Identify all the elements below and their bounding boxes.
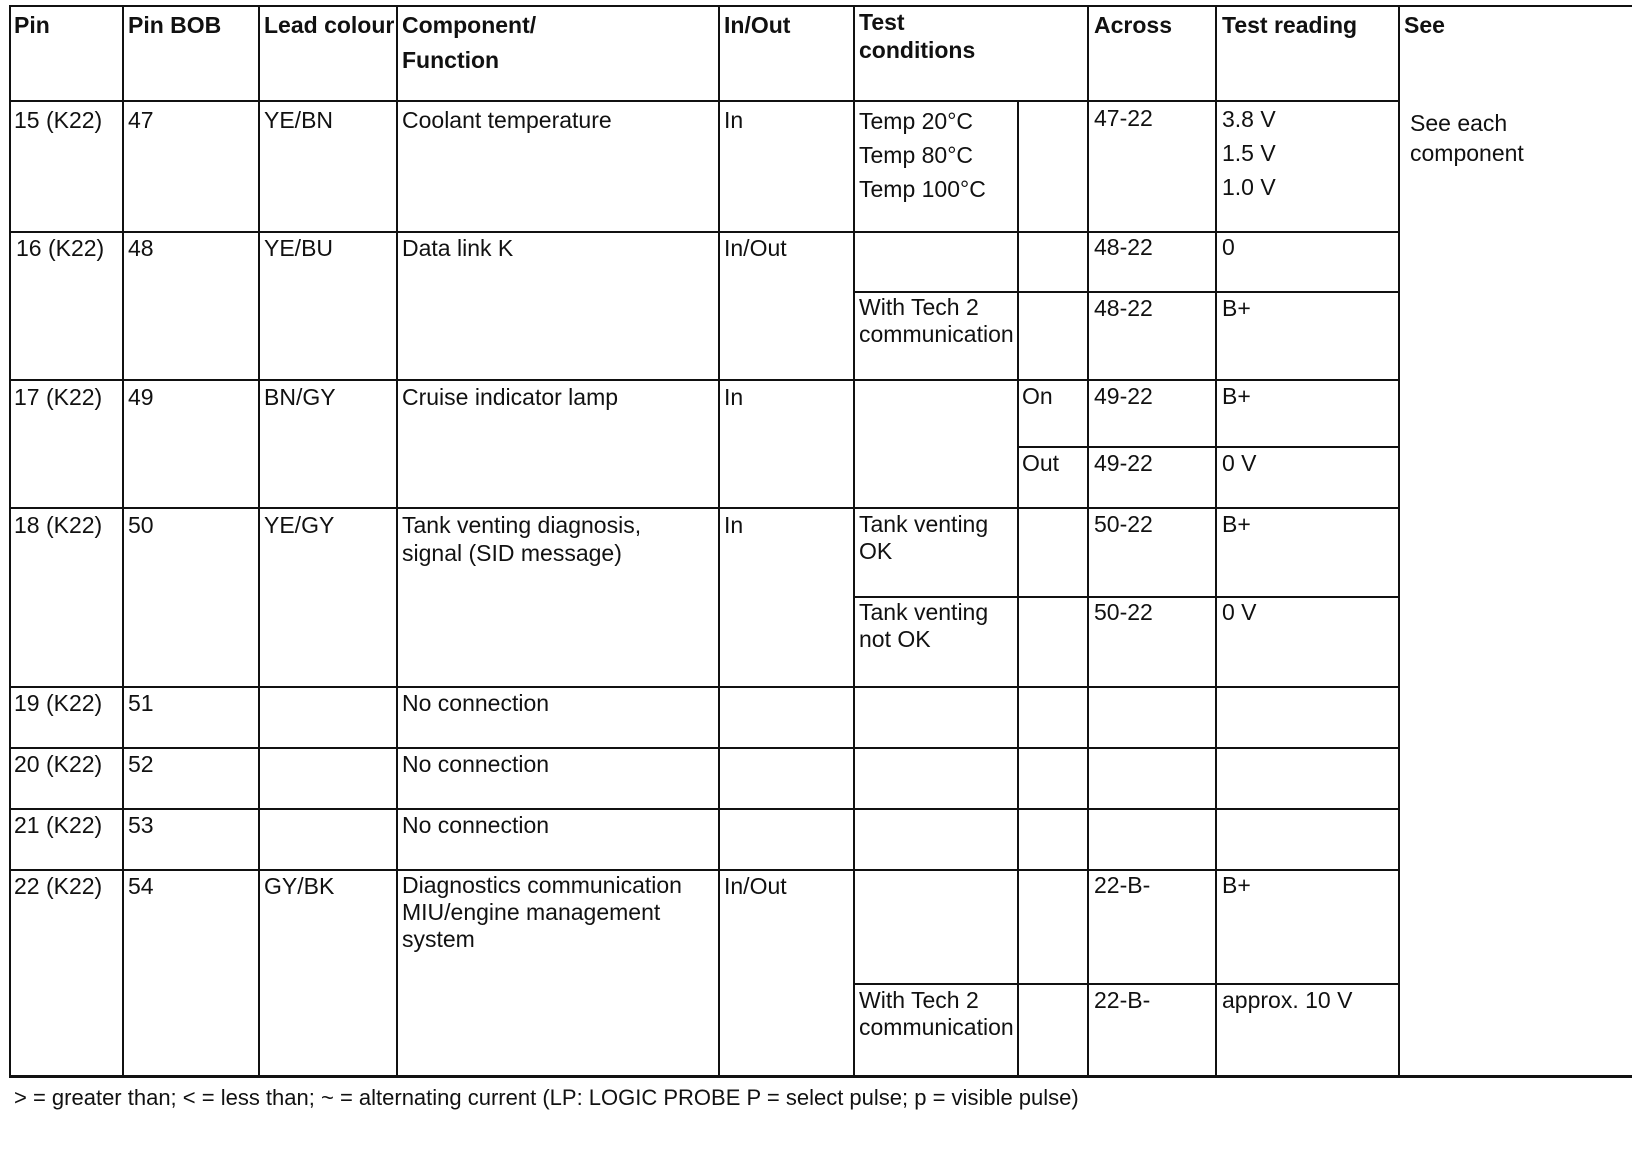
subrow-separator — [1017, 446, 1399, 448]
cell-test-reading: 0 V — [1222, 599, 1257, 625]
cell-pin-bob: 50 — [128, 512, 154, 538]
cell-component: Coolant temperature — [402, 107, 612, 133]
col-line — [718, 5, 720, 1077]
subrow-separator — [853, 983, 1399, 985]
cell-component: No connection — [402, 812, 550, 838]
cell-pin: 18 (K22) — [14, 512, 103, 538]
row-separator — [9, 747, 1399, 749]
cell-component: Diagnostics communication MIU/engine management system — [402, 872, 682, 952]
cell-pin-bob: 51 — [128, 690, 154, 716]
cell-across: 48-22 — [1094, 234, 1153, 260]
cell-across: 50-22 — [1094, 511, 1153, 537]
header-see: See — [1404, 12, 1445, 38]
cell-test-reading: B+ — [1222, 872, 1251, 898]
cell-across: 22-B- — [1094, 987, 1151, 1013]
cell-pin: 19 (K22) — [14, 690, 103, 716]
header-separator — [9, 100, 1399, 102]
col-line — [1215, 5, 1217, 1077]
cell-in-out: In/Out — [724, 235, 787, 261]
cell-test-reading: 3.8 V 1.5 V 1.0 V — [1222, 106, 1276, 200]
cell-pin: 16 (K22) — [16, 235, 105, 261]
cell-component: No connection — [402, 690, 550, 716]
header-across: Across — [1094, 12, 1172, 38]
cell-pin: 22 (K22) — [14, 873, 103, 899]
cell-lead-colour: YE/GY — [264, 512, 335, 538]
row-separator — [9, 808, 1399, 810]
cell-in-out: In/Out — [724, 873, 787, 899]
col-line — [1017, 100, 1019, 1077]
cell-in-out: In — [724, 512, 744, 538]
cell-across: 22-B- — [1094, 872, 1151, 898]
cell-pin-bob: 48 — [128, 235, 154, 261]
subrow-separator — [853, 291, 1399, 293]
table-top-border — [9, 5, 1632, 7]
cell-across: 48-22 — [1094, 295, 1153, 321]
cell-pin-bob: 47 — [128, 107, 154, 133]
cell-component: Tank venting diagnosis, signal (SID message) — [402, 512, 642, 566]
cell-test-reading: B+ — [1222, 511, 1251, 537]
cell-pin: 17 (K22) — [14, 384, 103, 410]
row-separator — [9, 686, 1399, 688]
cell-component: Cruise indicator lamp — [402, 384, 619, 410]
cell-test-reading: B+ — [1222, 383, 1251, 409]
cell-in-out: In — [724, 384, 744, 410]
col-line — [396, 5, 398, 1077]
cell-across: 47-22 — [1094, 105, 1153, 131]
cell-test-reading: 0 V — [1222, 450, 1257, 476]
header-lead-colour: Lead colour — [264, 12, 395, 38]
cell-test-conditions: Temp 20°C Temp 80°C Temp 100°C — [859, 108, 986, 202]
cell-lead-colour: YE/BN — [264, 107, 334, 133]
cell-pin: 20 (K22) — [14, 751, 103, 777]
cell-test-conditions: With Tech 2 communication — [859, 987, 1014, 1040]
col-line — [258, 5, 260, 1077]
col-line — [122, 5, 124, 1077]
cell-pin-bob: 53 — [128, 812, 154, 838]
header-test-conditions: Test conditions — [859, 9, 976, 63]
row-separator — [9, 507, 1399, 509]
cell-test-reading: 0 — [1222, 234, 1235, 260]
cell-pin-bob: 54 — [128, 873, 154, 899]
header-test-reading: Test reading — [1222, 12, 1358, 38]
cell-across: 50-22 — [1094, 599, 1153, 625]
cell-lead-colour: YE/BU — [264, 235, 334, 261]
header-component: Component/ Function — [402, 12, 537, 73]
cell-pin: 21 (K22) — [14, 812, 103, 838]
cell-lead-colour: GY/BK — [264, 873, 335, 899]
cell-component: No connection — [402, 751, 550, 777]
cell-state: On — [1022, 383, 1053, 409]
cell-test-conditions: With Tech 2 communication — [859, 294, 1014, 347]
cell-test-reading: approx. 10 V — [1222, 987, 1353, 1013]
cell-across: 49-22 — [1094, 383, 1153, 409]
cell-test-reading: B+ — [1222, 295, 1251, 321]
cell-across: 49-22 — [1094, 450, 1153, 476]
table-bottom-border — [9, 1075, 1632, 1078]
col-line — [853, 5, 855, 1077]
col-line — [9, 5, 11, 1077]
col-line — [1087, 5, 1089, 1077]
header-pin-bob: Pin BOB — [128, 12, 222, 38]
col-line — [1398, 5, 1400, 1077]
row-separator — [9, 869, 1399, 871]
cell-state: Out — [1022, 450, 1060, 476]
cell-pin: 15 (K22) — [14, 107, 103, 133]
footer-legend: > = greater than; < = less than; ~ = alternating current (LP: LOGIC PROBE P = select pulse; p = visible pulse) — [14, 1085, 1079, 1110]
row-separator — [9, 231, 1399, 233]
cell-component: Data link K — [402, 235, 514, 261]
cell-lead-colour: BN/GY — [264, 384, 336, 410]
cell-test-conditions: Tank venting OK — [859, 511, 989, 564]
row-separator — [9, 379, 1399, 381]
cell-pin-bob: 49 — [128, 384, 154, 410]
header-pin: Pin — [14, 12, 50, 38]
see-note: See each component — [1410, 110, 1524, 166]
cell-pin-bob: 52 — [128, 751, 154, 777]
cell-in-out: In — [724, 107, 744, 133]
header-in-out: In/Out — [724, 12, 791, 38]
cell-test-conditions: Tank venting not OK — [859, 599, 989, 652]
